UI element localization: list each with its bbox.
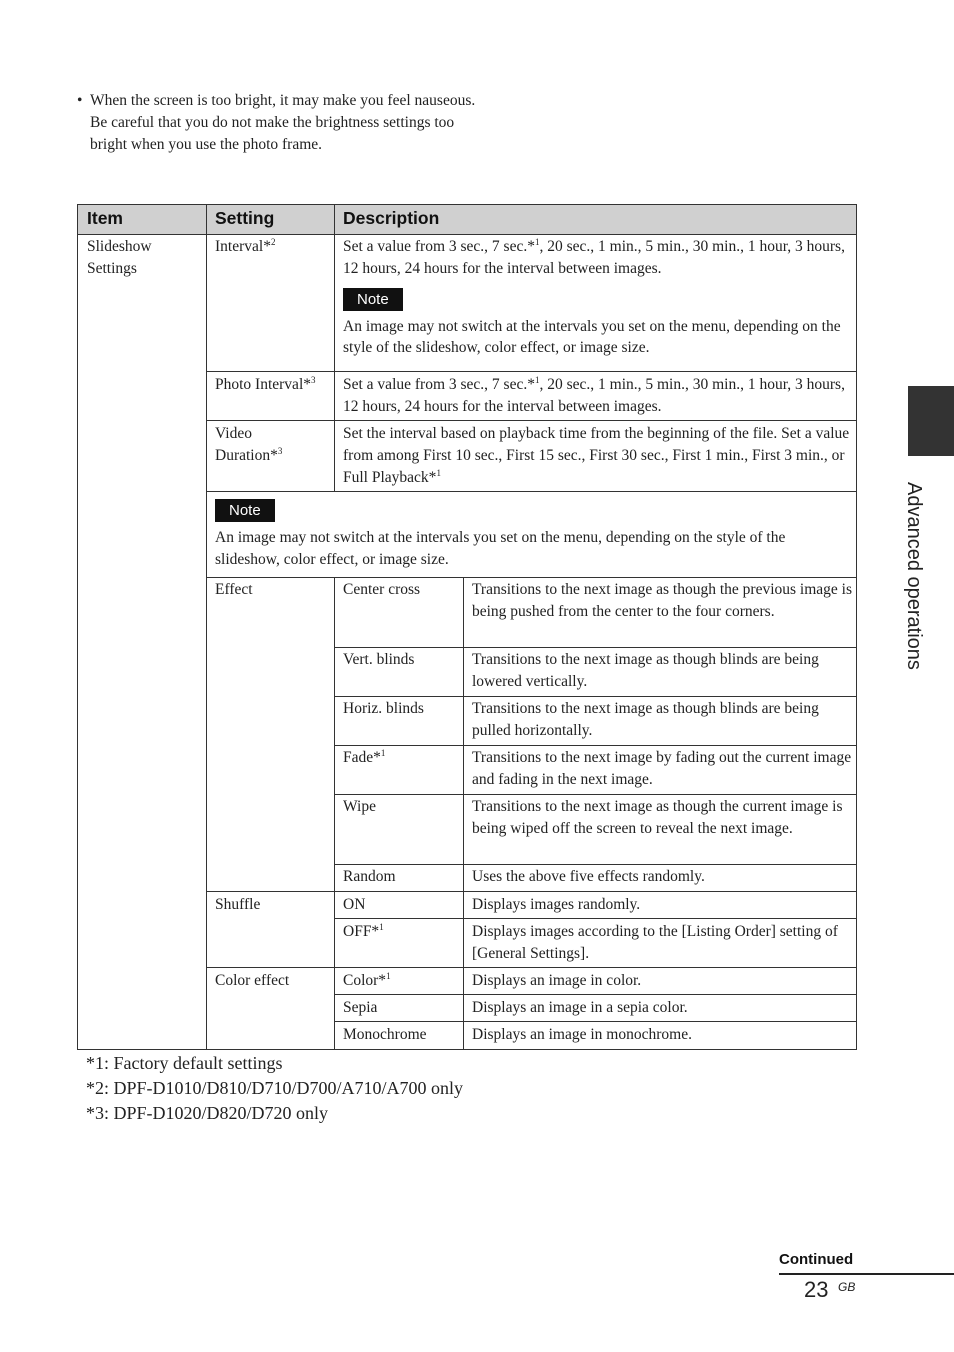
interval-note-text: An image may not switch at the intervals you set on the menu, depending on the style of the slideshow, color effect, or image size. xyxy=(343,317,841,357)
note-badge: Note xyxy=(343,288,403,311)
grid-line xyxy=(334,696,857,697)
effect-option: Center cross xyxy=(343,581,421,598)
setting-color-effect: Color effect xyxy=(215,972,290,989)
grid-line xyxy=(77,234,857,235)
setting-shuffle: Shuffle xyxy=(215,896,261,913)
item-slideshow-settings: Slideshow Settings xyxy=(87,238,152,277)
header-setting: Setting xyxy=(215,208,275,228)
side-tab-marker xyxy=(908,386,954,456)
note-badge: Note xyxy=(215,499,275,522)
grid-line xyxy=(334,204,335,491)
grid-line xyxy=(334,864,857,865)
effect-description: Transitions to the next image as though blinds are being lowered vertically. xyxy=(472,651,819,690)
desc-video-duration-sup: 1 xyxy=(436,467,441,478)
grid-line xyxy=(334,647,857,648)
effect-option-sup: 1 xyxy=(380,747,386,758)
setting-video-duration xyxy=(206,421,316,467)
shuffle-option: ON xyxy=(343,896,366,913)
effect-option xyxy=(334,745,463,769)
continued-rule xyxy=(779,1273,954,1275)
shared-note-text: An image may not switch at the intervals you set on the menu, depending on the style of the slideshow, color effect, or image size. xyxy=(215,529,786,568)
setting-video-duration-label: Video Duration* xyxy=(215,425,278,464)
desc-photo-interval-text-b: , 20 sec., 1 min., 5 min., 30 min., 1 hour, 3 hours, 12 hours, 24 hours for the interval between images. xyxy=(343,376,845,415)
setting-photo-interval-sup: 3 xyxy=(311,374,316,385)
side-tab-label-text: Advanced operations xyxy=(903,482,925,670)
setting-effect: Effect xyxy=(215,581,253,598)
setting-video-duration-sup: 3 xyxy=(277,445,283,456)
effect-description: Transitions to the next image as though the previous image is being pushed from the center to the four corners. xyxy=(472,581,852,620)
setting-photo-interval xyxy=(206,372,334,396)
footnote: *1: Factory default settings xyxy=(86,1053,283,1073)
color-effect-option xyxy=(334,968,463,992)
grid-line xyxy=(77,204,78,1050)
desc-interval xyxy=(334,234,854,359)
effect-option: Vert. blinds xyxy=(343,651,415,668)
setting-interval-label: Interval* xyxy=(215,238,271,255)
header-description: Description xyxy=(343,208,440,228)
color-effect-option-sup: 1 xyxy=(386,970,391,981)
setting-photo-interval-label: Photo Interval* xyxy=(215,376,311,393)
desc-interval-text-a: Set a value from 3 sec., 7 sec.* xyxy=(343,238,535,255)
shuffle-option xyxy=(334,919,463,943)
color-effect-option: Monochrome xyxy=(343,1026,427,1043)
color-effect-description: Displays an image in a sepia color. xyxy=(472,999,688,1016)
page-suffix: GB xyxy=(838,1280,856,1294)
grid-line xyxy=(77,204,857,205)
footnote: *3: DPF-D1020/D820/D720 only xyxy=(86,1103,329,1123)
grid-line xyxy=(334,1021,857,1022)
color-effect-option-label: Color* xyxy=(343,972,387,989)
grid-line xyxy=(206,891,857,892)
grid-line xyxy=(206,420,857,421)
grid-line xyxy=(77,1049,857,1050)
effect-option-label: Fade* xyxy=(343,749,381,766)
bullet-symbol: • xyxy=(77,92,83,109)
effect-description: Transitions to the next image by fading out the current image and fading in the next image. xyxy=(472,749,852,788)
desc-interval-text-b: , 20 sec., 1 min., 5 min., 30 min., 1 hour, 3 hours, 12 hours, 24 hours for the interval between images. xyxy=(343,238,845,277)
desc-photo-interval-text-a: Set a value from 3 sec., 7 sec.* xyxy=(343,376,535,393)
grid-line xyxy=(334,745,857,746)
grid-line xyxy=(206,491,857,492)
grid-line xyxy=(334,918,857,919)
color-effect-description: Displays an image in monochrome. xyxy=(472,1026,692,1043)
page-number: 23 xyxy=(804,1277,829,1302)
effect-description: Uses the above five effects randomly. xyxy=(472,868,705,885)
header-item: Item xyxy=(87,208,123,228)
desc-photo-interval-sup: 1 xyxy=(534,374,540,385)
shuffle-description: Displays images according to the [Listing Order] setting of [General Settings]. xyxy=(472,923,838,962)
effect-option: Random xyxy=(343,868,396,885)
grid-line xyxy=(206,577,857,578)
effect-option: Horiz. blinds xyxy=(343,700,424,717)
shared-note xyxy=(206,491,854,571)
desc-video-duration-text: Set the interval based on playback time from the beginning of the file. Set a value from among First 10 sec., First 15 sec., First 30 sec., First 1 min., First 3 min., or Full Playback* xyxy=(343,425,850,486)
setting-interval xyxy=(206,234,334,258)
grid-line xyxy=(206,967,857,968)
intro-bullet-text: When the screen is too bright, it may make you feel nauseous. Be careful that you do not make the brightness settings too bright when you use the photo frame. xyxy=(90,92,476,153)
side-tab-label xyxy=(903,482,926,682)
setting-interval-sup: 2 xyxy=(270,236,276,247)
effect-description: Transitions to the next image as though blinds are being pulled horizontally. xyxy=(472,700,819,739)
shuffle-description: Displays images randomly. xyxy=(472,896,641,913)
desc-photo-interval xyxy=(334,372,854,418)
shuffle-option-label: OFF* xyxy=(343,923,380,940)
grid-line xyxy=(334,794,857,795)
grid-line xyxy=(856,204,857,1050)
effect-description: Transitions to the next image as though the current image is being wiped off the screen to reveal the next image. xyxy=(472,798,843,837)
color-effect-option: Sepia xyxy=(343,999,378,1016)
effect-option: Wipe xyxy=(343,798,376,815)
footnote: *2: DPF-D1010/D810/D710/D700/A710/A700 only xyxy=(86,1078,464,1098)
continued-label: Continued xyxy=(779,1251,854,1268)
desc-video-duration xyxy=(334,421,854,488)
shuffle-option-sup: 1 xyxy=(379,921,384,932)
intro-bullet xyxy=(77,90,477,155)
desc-interval-sup: 1 xyxy=(534,236,540,247)
color-effect-description: Displays an image in color. xyxy=(472,972,642,989)
grid-line xyxy=(334,994,857,995)
grid-line xyxy=(206,204,207,1050)
grid-line xyxy=(206,371,857,372)
